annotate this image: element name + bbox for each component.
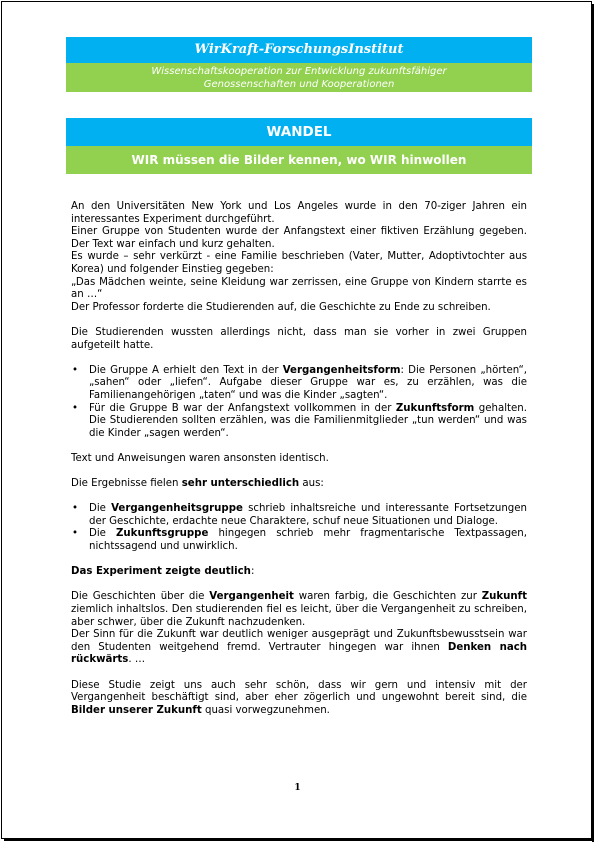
paragraph-group: Einer Gruppe von Studenten wurde der Anfangstext einer fiktiven Erzählung gegeben. Der Text war einfach und kurz gehalten. bbox=[71, 226, 527, 250]
list-item: • Die Zukunftsgruppe hingegen schrieb mehr fragmentarische Textpassagen, nichtssagend und unwirklich. bbox=[72, 528, 528, 553]
section-title: WANDEL bbox=[66, 118, 532, 146]
paragraph-quote: „Das Mädchen weinte, seine Kleidung war zerrissen, eine Gruppe von Kindern starrte es an …“ bbox=[71, 276, 527, 301]
paragraph-conclusion-heading: Das Experiment zeigte deutlich: bbox=[71, 566, 255, 578]
paragraph-family: Es wurde – sehr verkürzt - eine Familie beschrieben (Vater, Mutter, Adoptivtochter aus Korea) und folgender Einstieg gegeben: bbox=[71, 251, 527, 275]
paragraph-identical: Text und Anweisungen waren ansonsten identisch. bbox=[71, 452, 329, 464]
bullet-icon: • bbox=[72, 503, 79, 515]
page-number: 1 bbox=[294, 783, 301, 793]
paragraph-groups-split: Die Studierenden wussten allerdings nicht, dass man sie vorher in zwei Gruppen aufgeteilt hatte. bbox=[71, 326, 527, 351]
institute-subtitle-line1: Wissenschaftskooperation zur Entwicklung zukunftsfähiger bbox=[151, 66, 447, 77]
list-item: • Die Vergangenheitsgruppe schrieb inhaltsreiche und interessante Fortsetzungen der Geschichte, erdachte neue Charaktere, schuf neue Situationen und Dialoge. bbox=[72, 503, 527, 527]
institute-subtitle bbox=[66, 63, 532, 92]
bullet-icon: • bbox=[72, 402, 79, 414]
frame-shadow-right bbox=[592, 4, 594, 842]
paragraph-future-sense: Der Sinn für die Zukunft war deutlich weniger ausgeprägt und Zukunftsbewusstsein war den Studenten weitgehend fremd. Vertrauter hingegen war ihnen Denken nach rückwärts. … bbox=[71, 629, 528, 666]
group-list bbox=[71, 365, 527, 441]
paragraph-results: Die Ergebnisse fielen sehr unterschiedlich aus: bbox=[71, 478, 324, 490]
frame-shadow-bottom bbox=[4, 839, 594, 841]
list-item: • Die Gruppe A erhielt den Text in der Vergangenheitsform: Die Personen „hörten“, „sahen“ oder „liefen“. Aufgabe dieser Gruppe war es, zu erzählen, was die Familienangehörigen „taten“ und was die Kinder „sagten“. bbox=[72, 364, 528, 401]
section-subtitle: WIR müssen die Bilder kennen, wo WIR hinwollen bbox=[66, 146, 532, 174]
list-item: • Für die Gruppe B war der Anfangstext vollkommen in der Zukunftsform gehalten. Die Studierenden sollten erzählen, was die Familienmitglieder „tun werden“ und was die Kinder „sagen werden“. bbox=[72, 402, 527, 439]
results-list bbox=[71, 503, 527, 553]
institute-subtitle-line2: Genossenschaften und Kooperationen bbox=[203, 79, 395, 90]
institute-title: WirKraft-ForschungsInstitut bbox=[66, 37, 532, 63]
bullet-icon: • bbox=[72, 528, 79, 540]
bullet-icon: • bbox=[72, 364, 79, 376]
paragraph-professor: Der Professor forderte die Studierenden auf, die Geschichte zu Ende zu schreiben. bbox=[71, 301, 491, 313]
paragraph-stories: Die Geschichten über die Vergangenheit waren farbig, die Geschichten zur Zukunft ziemlich inhaltslos. Den studierenden fiel es leicht, über die Vergangenheit zu schreiben, aber schwer, über die Zukunft nachzudenken. bbox=[71, 591, 527, 628]
paragraph-study: Diese Studie zeigt uns auch sehr schön, dass wir gern und intensiv mit der Vergangenheit beschäftigt sind, aber eher zögerlich und ungewohnt bereit sind, die Bilder unserer Zukunft quasi vorwegzunehmen. bbox=[71, 679, 527, 716]
document-body bbox=[71, 201, 527, 717]
paragraph-intro: An den Universitäten New York und Los Angeles wurde in den 70-ziger Jahren ein interessantes Experiment durchgeführt. bbox=[71, 201, 527, 225]
